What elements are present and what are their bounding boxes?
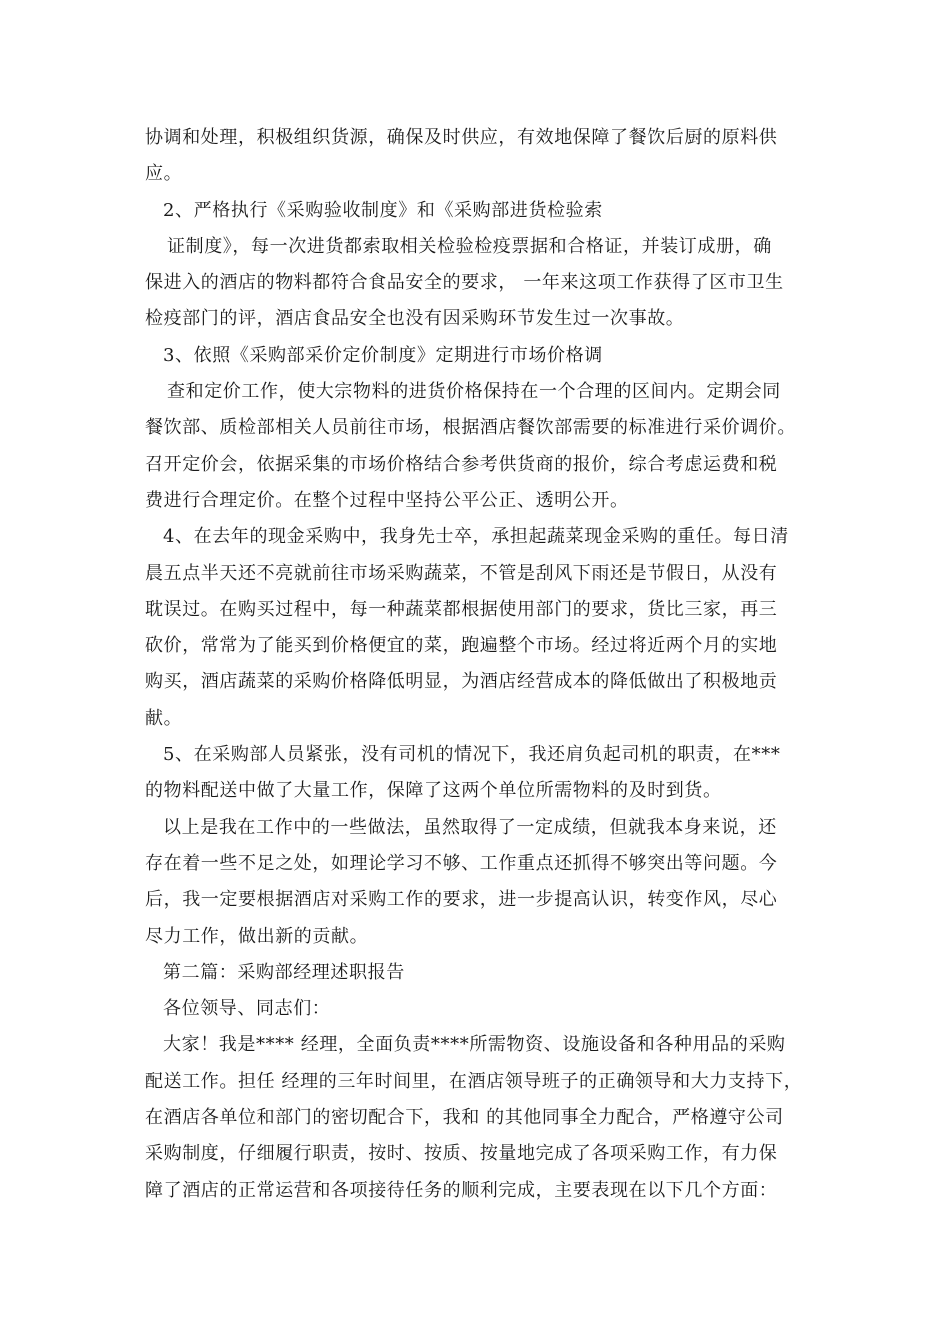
- text-line: 晨五点半天还不亮就前往市场采购蔬菜，不管是刮风下雨还是节假日，从没有: [145, 562, 778, 584]
- text-line: 4、在去年的现金采购中，我身先士卒，承担起蔬菜现金采购的重任。每日清: [163, 526, 789, 548]
- text-line: 砍价，常常为了能买到价格便宜的菜，跑遍整个市场。经过将近两个月的实地: [145, 635, 778, 657]
- text-line: 配送工作。担任 经理的三年时间里，在酒店领导班子的正确领导和大力支持下，: [145, 1070, 803, 1092]
- text-line: 餐饮部、质检部相关人员前往市场，根据酒店餐饮部需要的标准进行采价调价。: [145, 417, 796, 439]
- text-line: 后，我一定要根据酒店对采购工作的要求，进一步提高认识，转变作风，尽心: [145, 889, 778, 911]
- text-line: 各位领导、同志们：: [163, 998, 331, 1020]
- text-line: 献。: [145, 707, 183, 729]
- text-line: 5、在采购部人员紧张，没有司机的情况下，我还肩负起司机的职责，在***: [163, 744, 781, 766]
- text-line: 采购制度，仔细履行职责，按时、按质、按量地完成了各项采购工作，有力保: [145, 1143, 778, 1165]
- text-line: 障了酒店的正常运营和各项接待任务的顺利完成，主要表现在以下几个方面：: [145, 1179, 778, 1201]
- text-line: 保进入的酒店的物料都符合食品安全的要求， 一年来这项工作获得了区市卫生: [145, 272, 784, 294]
- text-line: 在酒店各单位和部门的密切配合下，我和 的其他同事全力配合，严格遵守公司: [145, 1107, 784, 1129]
- text-line: 应。: [145, 163, 183, 185]
- text-line: 召开定价会，依据采集的市场价格结合参考供货商的报价，综合考虑运费和税: [145, 453, 778, 475]
- text-line: 大家！我是**** 经理，全面负责****所需物资、设施设备和各种用品的采购: [163, 1034, 786, 1056]
- text-line: 的物料配送中做了大量工作，保障了这两个单位所需物料的及时到货。: [145, 780, 722, 802]
- text-line: 证制度》，每一次进货都索取相关检验检疫票据和合格证，并装订成册，确: [167, 235, 772, 257]
- text-line: 检疫部门的评，酒店食品安全也没有因采购环节发生过一次事故。: [145, 308, 685, 330]
- text-line: 尽力工作，做出新的贡献。: [145, 925, 369, 947]
- text-line: 耽误过。在购买过程中，每一种蔬菜都根据使用部门的要求，货比三家，再三: [145, 598, 778, 620]
- section-heading: 第二篇：采购部经理述职报告: [163, 961, 405, 983]
- text-line: 存在着一些不足之处，如理论学习不够、工作重点还抓得不够突出等问题。今: [145, 852, 778, 874]
- text-line: 2、严格执行《采购验收制度》和《采购部进货检验索: [163, 199, 603, 221]
- document-body: [145, 120, 805, 1209]
- text-line: 协调和处理，积极组织货源，确保及时供应，有效地保障了餐饮后厨的原料供: [145, 127, 778, 148]
- text-line: 购买，酒店蔬菜的采购价格降低明显，为酒店经营成本的降低做出了积极地贡: [145, 671, 778, 693]
- text-line: 费进行合理定价。在整个过程中坚持公平公正、透明公开。: [145, 489, 629, 511]
- text-line: 3、依照《采购部采价定价制度》定期进行市场价格调: [163, 344, 603, 366]
- text-line: 查和定价工作，使大宗物料的进货价格保持在一个合理的区间内。定期会同: [167, 381, 781, 403]
- text-line: 以上是我在工作中的一些做法，虽然取得了一定成绩，但就我本身来说，还: [163, 816, 777, 838]
